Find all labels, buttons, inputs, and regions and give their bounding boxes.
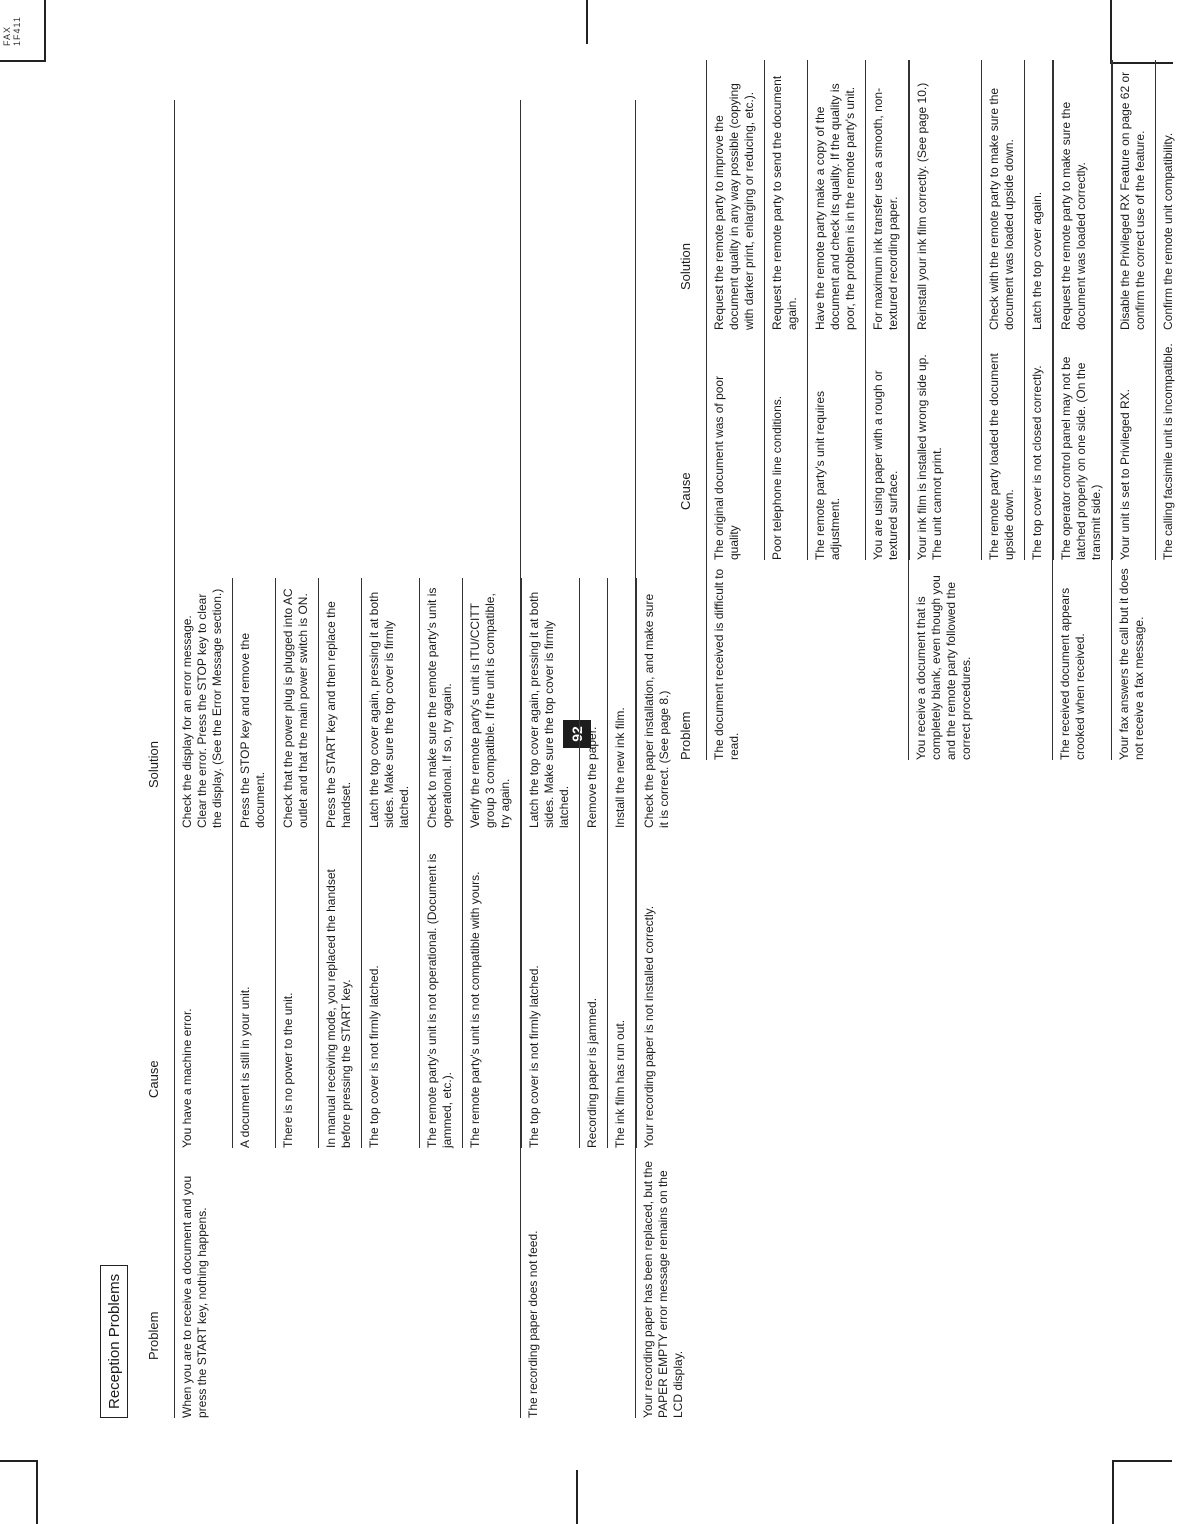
table-row xyxy=(579,100,607,1418)
table-row xyxy=(807,60,865,760)
header-problem: Problem xyxy=(146,1311,161,1360)
solution-cell: Confirm the remote unit compatibility. xyxy=(1155,60,1183,330)
solution-cell: Check to make sure the remote party's unit is operational. If so, try again. xyxy=(419,578,462,828)
problem-cell xyxy=(1155,560,1183,760)
cause-cell: The operator control panel may not be latched properly on one side. (On the transmit side.) xyxy=(1053,330,1111,560)
table-row xyxy=(419,100,462,1418)
table-row xyxy=(520,100,579,1418)
cause-cell: The original document was of poor quality xyxy=(712,375,741,560)
solution-cell: Install the new ink film. xyxy=(607,578,635,828)
table-row xyxy=(865,60,908,760)
problem-cell xyxy=(764,560,807,760)
table-row xyxy=(706,60,764,760)
solution-cell: Latch the top cover again, pressing it at both sides. Make sure the top cover is firmly latched. xyxy=(521,578,579,828)
cause-cell: You are using paper with a rough or textured surface. xyxy=(865,330,908,560)
solution-cell: Request the remote party to send the document again. xyxy=(764,60,807,330)
solution-cell: Verify the remote party's unit is ITU/CCITT group 3 compatible. If the unit is compatible, try again. xyxy=(462,578,520,828)
crop-mark xyxy=(1112,1460,1114,1524)
solution-cell: Latch the top cover again. xyxy=(1024,60,1052,330)
table-row xyxy=(1111,60,1155,760)
table-row xyxy=(764,60,807,760)
problem-cell xyxy=(865,560,908,760)
table-body xyxy=(706,60,1183,760)
cause-cell: You have a machine error. xyxy=(180,1008,194,1148)
solution-cell: Request the remote party to make sure the document was loaded correctly. xyxy=(1053,60,1111,330)
cause-cell: Your ink film is installed wrong side up. The unit cannot print. xyxy=(909,330,981,560)
problem-cell xyxy=(232,1148,275,1418)
table-row xyxy=(462,100,520,1418)
solution-cell: Reinstall your ink film correctly. (See page 10.) xyxy=(909,60,981,330)
cause-cell: A document is still in your unit. xyxy=(232,828,275,1148)
table-row xyxy=(607,100,635,1418)
solution-cell: Check the paper installation, and make sure it is correct. (See page 8.) xyxy=(636,578,693,828)
solution-cell: Have the remote party make a copy of the document and check its quality. If the quality is poor, the problem is in the remote party's unit. xyxy=(807,60,865,330)
table-header xyxy=(146,100,170,1418)
table-row xyxy=(908,60,981,760)
table-row xyxy=(232,100,275,1418)
problem-cell: The received document appears crooked when received. xyxy=(1058,587,1087,760)
side-code: FAX 1F411 xyxy=(2,16,22,46)
crop-mark xyxy=(0,60,46,62)
problem-cell: Your recording paper has been replaced, but the PAPER EMPTY error message remains on the LCD display. xyxy=(641,1160,685,1418)
cause-cell: The top cover is not firmly latched. xyxy=(361,828,419,1148)
table-row xyxy=(174,100,232,1418)
header-cause: Cause xyxy=(678,472,693,510)
cause-cell: Recording paper is jammed. xyxy=(579,828,607,1148)
cause-cell: The top cover is not closed correctly. xyxy=(1024,330,1052,560)
table-row xyxy=(275,100,318,1418)
problem-cell xyxy=(981,560,1024,760)
table-row xyxy=(1024,60,1052,760)
page-number: 92 xyxy=(563,720,591,748)
cause-cell: Your recording paper is not installed correctly. xyxy=(636,828,693,1148)
problem-cell xyxy=(275,1148,318,1418)
cause-cell: There is no power to the unit. xyxy=(275,828,318,1148)
header-cause: Cause xyxy=(146,1060,161,1098)
table-row xyxy=(361,100,419,1418)
problem-cell: Your fax answers the call but it does not receive a fax message. xyxy=(1117,568,1146,760)
cause-cell: The remote party's unit is not operational. (Document is jammed, etc.). xyxy=(419,828,462,1148)
solution-cell: Check that the power plug is plugged into AC outlet and that the main power switch is ON. xyxy=(275,578,318,828)
crop-mark xyxy=(586,0,588,44)
crop-mark xyxy=(36,1462,38,1524)
solution-cell: Remove the paper. xyxy=(579,578,607,828)
solution-cell: Check with the remote party to make sure the document was loaded upside down. xyxy=(981,60,1024,330)
crop-mark xyxy=(1112,1460,1172,1462)
cause-cell: The ink film has run out. xyxy=(607,828,635,1148)
solution-cell: Press the STOP key and remove the document. xyxy=(232,578,275,828)
header-solution: Solution xyxy=(678,243,693,290)
problem-cell xyxy=(462,1148,520,1418)
table-body xyxy=(174,100,693,1418)
problem-cell xyxy=(361,1148,419,1418)
problem-cell xyxy=(318,1148,361,1418)
cause-cell: The calling facsimile unit is incompatible. xyxy=(1155,330,1183,560)
header-solution: Solution xyxy=(146,741,161,788)
crop-mark xyxy=(1110,0,1112,62)
cause-cell: In manual receiving mode, you replaced the handset before pressing the START key. xyxy=(318,828,361,1148)
cause-cell: The remote party's unit is not compatible with yours. xyxy=(462,828,520,1148)
solution-cell: Disable the Privileged RX Feature on page 62 or confirm the correct use of the feature. xyxy=(1112,60,1155,330)
problem-cell: The recording paper does not feed. xyxy=(526,1230,540,1418)
cause-cell: The remote party's unit requires adjustment. xyxy=(807,330,865,560)
solution-cell: Check the display for an error message. Clear the error. Press the STOP key to clear the display. (See the Error Message section.) xyxy=(180,588,224,828)
problem-cell: When you are to receive a document and you press the START key, nothing happens. xyxy=(180,1175,209,1418)
reception-problems-table-continued xyxy=(660,60,1175,760)
problem-cell xyxy=(807,560,865,760)
problem-cell xyxy=(607,1148,635,1418)
table-row xyxy=(1155,60,1183,760)
problem-cell: The document received is difficult to read. xyxy=(712,568,741,760)
cause-cell: Your unit is set to Privileged RX. xyxy=(1112,330,1155,560)
crop-mark xyxy=(576,1470,578,1524)
table-row xyxy=(318,100,361,1418)
problem-cell: You receive a document that is completely blank, even though you and the remote party followed the correct procedures. xyxy=(914,575,973,760)
solution-cell: Press the START key and then replace the handset. xyxy=(318,578,361,828)
solution-cell: Latch the top cover again, pressing it at both sides. Make sure the top cover is firmly latched. xyxy=(361,578,419,828)
cause-cell: The top cover is not firmly latched. xyxy=(521,828,579,1148)
header-problem: Problem xyxy=(678,711,693,760)
table-row xyxy=(981,60,1024,760)
cause-cell: The remote party loaded the document upside down. xyxy=(981,330,1024,560)
problem-cell xyxy=(579,1148,607,1418)
problem-cell xyxy=(1024,560,1052,760)
cause-cell: Poor telephone line conditions. xyxy=(764,330,807,560)
solution-cell: For maximum ink transfer use a smooth, non-textured recording paper. xyxy=(865,60,908,330)
section-title: Reception Problems xyxy=(100,1265,128,1418)
problem-cell xyxy=(419,1148,462,1418)
crop-mark xyxy=(44,0,46,60)
solution-cell: Request the remote party to improve the document quality in any way possible (copying with darker print, enlarging or reducing, etc.). xyxy=(712,83,756,330)
table-header xyxy=(678,60,702,760)
table-row xyxy=(1052,60,1111,760)
crop-mark xyxy=(0,1460,38,1462)
